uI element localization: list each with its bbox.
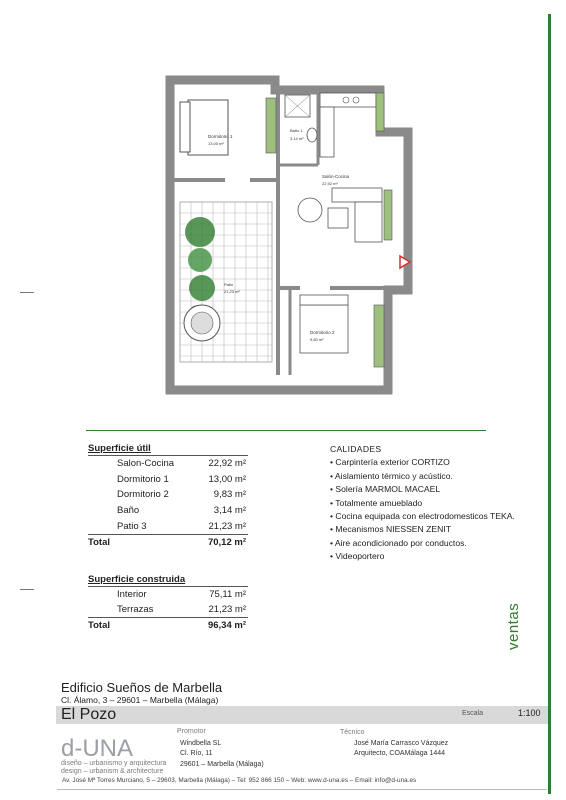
list-item: • Carpintería exterior CORTIZO (330, 457, 450, 468)
margin-tick (20, 292, 34, 293)
row-value: 3,14 m² (213, 505, 246, 516)
d-una-logo (61, 730, 161, 760)
room-area: 13,00 m² (208, 141, 224, 146)
row-value: 22,92 m² (208, 458, 246, 469)
calidades-title: CALIDADES (330, 444, 382, 454)
toilet-icon (307, 128, 317, 142)
logo-tagline: design – urbanism & architecture (61, 768, 164, 775)
table-title: Superficie útil (88, 443, 151, 454)
list-item: • Totalmente amueblado (330, 497, 423, 508)
row-value: 21,23 m² (208, 604, 246, 615)
accent-vertical-line (548, 14, 551, 794)
tecnico-line: José María Carrasco Vázquez (354, 740, 449, 747)
list-item: • Solería MARMOL MACAEL (330, 484, 441, 495)
table-title: Superficie construida (88, 574, 186, 585)
promotor-line: Cl. Río, 11 (180, 750, 213, 757)
list-item: • Aire acondicionado por conductos. (330, 537, 467, 548)
row-label: Dormitorio 1 (117, 474, 169, 485)
floor-plan (150, 60, 420, 400)
row-label: Patio 3 (117, 521, 147, 532)
row-label: Dormitorio 2 (117, 489, 169, 500)
row-label: Baño (117, 505, 140, 516)
section-divider (86, 430, 486, 431)
dining-table (298, 198, 322, 222)
sofa-icon (332, 188, 382, 202)
logo-tagline: diseño – urbanismo y arquitectura (61, 760, 167, 767)
footer-contact: Av. José Mª Torres Murciano, 5 – 29603, Marbella (Málaga) – Tel: 952 866 150 – Web: www.d-una.es – Email: info@d-una.es (62, 777, 417, 784)
room-area: 9,83 m² (310, 337, 324, 342)
room-area: 22,92 m² (322, 181, 338, 186)
room-label: Baño 1 (290, 128, 303, 133)
list-item: • Videoportero (330, 551, 385, 562)
row-value: 9,83 m² (213, 489, 246, 500)
scale-label: Escala (462, 710, 484, 717)
promotor-line: 29601 – Marbella (Málaga) (180, 761, 264, 768)
ventas-label: ventas (505, 602, 522, 650)
superficie-util-table (88, 443, 248, 548)
promotor-line: Windbella SL (180, 740, 222, 747)
row-value: 21,23 m² (208, 521, 246, 532)
kitchen-counter (320, 93, 376, 107)
room-label: Salón-Cocina (322, 174, 350, 179)
row-label: Salon-Cocina (117, 458, 175, 469)
total-label: Total (88, 620, 110, 631)
room-label: Dormitorio 1 (208, 134, 233, 139)
room-area: 3,14 m² (290, 136, 304, 141)
list-item: • Aislamiento térmico y acústico. (330, 470, 453, 481)
calidades-list (330, 443, 515, 564)
margin-tick (20, 589, 34, 590)
superficie-construida-table (88, 574, 248, 631)
footer-divider (57, 789, 547, 790)
list-item: • Mecanismos NIESSEN ZENIT (330, 524, 451, 535)
promotor-label: Promotor (177, 728, 206, 735)
row-label: Terrazas (117, 604, 154, 615)
row-value: 13,00 m² (208, 474, 246, 485)
wardrobe-icon (266, 98, 276, 153)
total-label: Total (88, 537, 110, 548)
tecnico-label: Técnico (340, 729, 365, 736)
bed-icon (300, 305, 348, 353)
total-value: 96,34 m² (207, 620, 246, 631)
building-address: Cl. Álamo, 3 – 29601 – Marbella (Málaga) (61, 695, 219, 705)
tecnico-line: Arquitecto, COAMálaga 1444 (354, 750, 446, 757)
scale-value: 1:100 (518, 708, 541, 718)
room-area: 21,23 m² (224, 289, 240, 294)
list-item: • Cocina equipada con electrodomesticos TEKA. (330, 511, 515, 522)
row-label: Interior (117, 589, 147, 600)
building-name: Edificio Sueños de Marbella (61, 680, 223, 695)
unit-name: El Pozo (61, 706, 117, 723)
room-label: Dormitorio 2 (310, 330, 335, 335)
row-value: 75,11 m² (209, 589, 246, 600)
total-value: 70,12 m² (207, 537, 246, 548)
bed-icon (188, 100, 228, 155)
svg-text:d-UNA: d-UNA (61, 735, 134, 762)
room-label: Patio (224, 282, 234, 287)
